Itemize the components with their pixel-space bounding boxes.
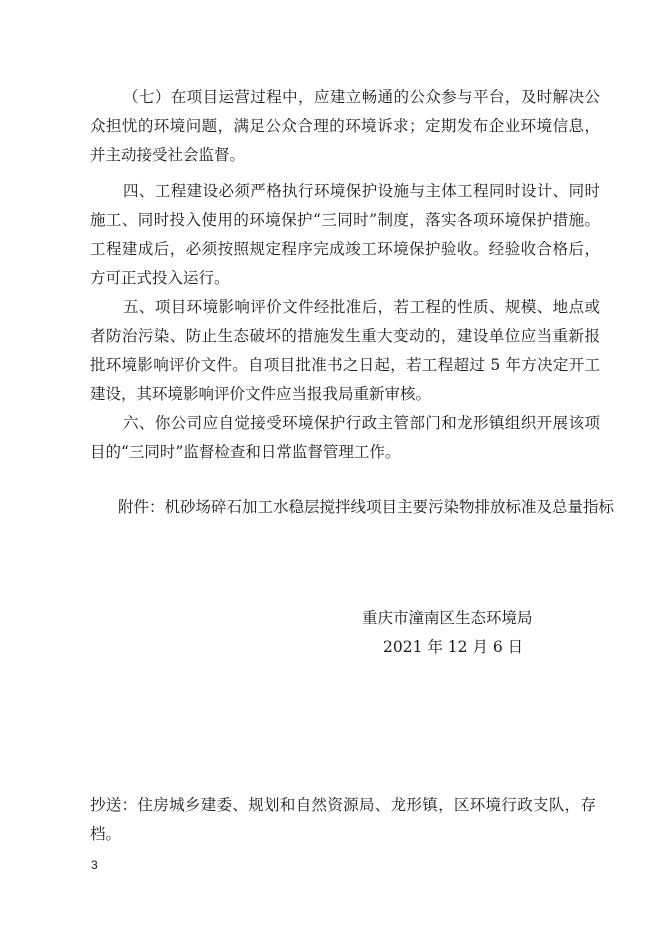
paragraph-three-simultaneous: 四、工程建设必须严格执行环境保护设施与主体工程同时设计、同时施工、同时投入使用的环境保护“三同时”制度，落实各项环境保护措施。工程建成后，必须按照规定程序完成竣工环境保护验收。经验收合格后，方可正式投入运行。	[90, 182, 600, 287]
signature-organization: 重庆市潼南区生态环境局	[362, 609, 533, 627]
attachment-note: 附件：机砂场碎石加工水稳层搅拌线项目主要污染物排放标准及总量指标	[118, 498, 615, 516]
paragraph-public-participation: （七）在项目运营过程中，应建立畅通的公众参与平台，及时解决公众担忧的环境问题，满足公众合理的环境诉求；定期发布企业环境信息，并主动接受社会监督。	[90, 88, 600, 164]
signature-date: 2021 年 12 月 6 日	[383, 638, 524, 656]
paragraph-supervision: 六、你公司应自觉接受环境保护行政主管部门和龙形镇组织开展该项目的“三同时”监督检查和日常监督管理工作。	[90, 414, 600, 461]
paragraph-reapproval: 五、项目环境影响评价文件经批准后，若工程的性质、规模、地点或者防治污染、防止生态破坏的措施发生重大变动的，建设单位应当重新报批环境影响评价文件。自项目批准书之日起，若工程超过 5 年方决定开工建设，其环境影响评价文件应当报我局重新审核。	[90, 298, 600, 403]
page-number: 3	[91, 858, 98, 872]
cc-distribution: 抄送：住房城乡建委、规划和自然资源局、龙形镇，区环境行政支队，存档。	[90, 796, 596, 843]
